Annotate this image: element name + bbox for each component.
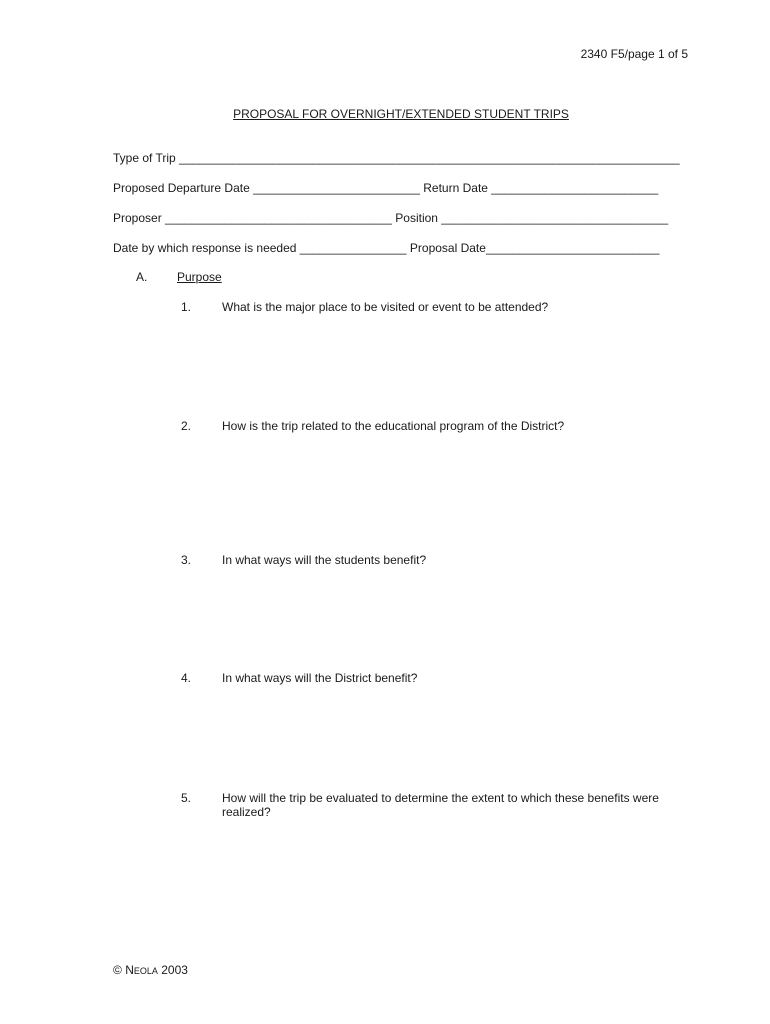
type-of-trip-field: Type of Trip ___________________________________________________________________________	[113, 151, 680, 165]
question-number: 1.	[181, 300, 192, 314]
question-text: How will the trip be evaluated to determine the extent to which these benefits were realized?	[222, 791, 659, 819]
question-text: What is the major place to be visited or event to be attended?	[222, 300, 549, 314]
copyright-year: 2003	[161, 963, 188, 977]
question-text: In what ways will the District benefit?	[222, 671, 418, 685]
publisher-initial: N	[125, 963, 134, 977]
copyright-notice	[113, 963, 188, 977]
response-proposal-date-field: Date by which response is needed ________________ Proposal Date__________________________	[113, 241, 660, 255]
question-number: 3.	[181, 553, 192, 567]
section-a-letter: A.	[136, 270, 148, 284]
document-title: PROPOSAL FOR OVERNIGHT/EXTENDED STUDENT TRIPS	[233, 107, 569, 121]
copyright-symbol: ©	[113, 963, 122, 977]
question-text: How is the trip related to the educational program of the District?	[222, 419, 565, 433]
question-number: 4.	[181, 671, 192, 685]
question-text: In what ways will the students benefit?	[222, 553, 427, 567]
section-a-title: Purpose	[177, 270, 222, 284]
question-number: 5.	[181, 791, 192, 805]
proposer-position-field: Proposer __________________________________ Position __________________________________	[113, 211, 669, 225]
publisher-name-rest: EOLA	[133, 966, 158, 976]
page-number: 2340 F5/page 1 of 5	[580, 47, 688, 61]
departure-return-date-field: Proposed Departure Date _________________________ Return Date _________________________	[113, 181, 659, 195]
question-number: 2.	[181, 419, 192, 433]
